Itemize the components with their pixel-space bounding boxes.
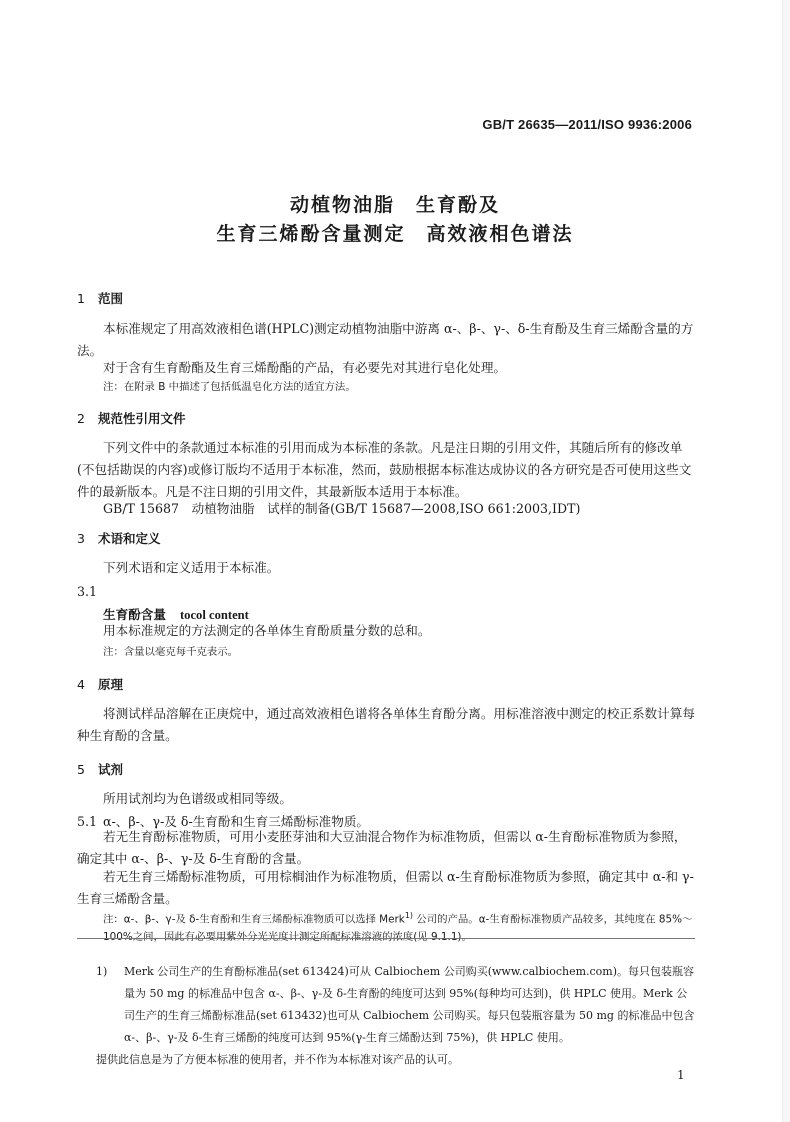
clause-number: 5.1 xyxy=(77,814,98,829)
footnote xyxy=(96,961,696,1071)
clause-3-1-number: 3.1 xyxy=(77,584,98,599)
section-5-note xyxy=(103,907,693,946)
section-5-paragraph-2: 若无生育酚标准物质，可用小麦胚芽油和大豆油混合物作为标准物质，但需以 α-生育酚标准物质为参照，确定其中 α-、β-、γ-及 δ-生育酚的含量。 xyxy=(77,829,687,866)
section-title: 范围 xyxy=(98,291,124,306)
section-5-paragraph-1: 所用试剂均为色谱级或相同等级。 xyxy=(103,791,292,806)
section-1-paragraph-1: 本标准规定了用高效液相色谱(HPLC)测定动植物油脂中游离 α-、β-、γ-、δ-生育酚及生育三烯酚含量的方法。 xyxy=(77,321,694,358)
section-3-note: 注：含量以毫克每千克表示。 xyxy=(103,646,239,658)
section-2-reference: GB/T 15687 动植物油脂 试样的制备(GB/T 15687—2008,ISO 661:2003,IDT) xyxy=(103,501,581,516)
section-1-heading xyxy=(77,289,123,307)
standard-code: GB/T 26635—2011/ISO 9936:2006 xyxy=(482,117,692,132)
section-title: 术语和定义 xyxy=(98,531,161,546)
section-1-paragraph-2: 对于含有生育酚酯及生育三烯酚酯的产品，有必要先对其进行皂化处理。 xyxy=(103,360,506,375)
section-number: 4 xyxy=(77,677,85,692)
note-text-a: 注：α-、β-、γ-及 δ-生育酚和生育三烯酚标准物质可以选择 Merk xyxy=(103,913,405,926)
section-number: 3 xyxy=(77,531,85,546)
scan-edge xyxy=(782,0,790,1122)
title-line-1: 动植物油脂 生育酚及 xyxy=(289,194,500,216)
section-title: 规范性引用文件 xyxy=(98,411,186,426)
footnote-mark: 1) xyxy=(96,965,108,978)
section-2-paragraph-1: 下列文件中的条款通过本标准的引用而成为本标准的条款。凡是注日期的引用文件，其随后所有的修改单(不包括勘误的内容)或修订版均不适用于本标准，然而，鼓励根据本标准达成协议的各方研究是否可使用这些文件的最新版本。凡是不注日期的引用文件，其最新版本适用于本标准。 xyxy=(77,440,692,499)
section-4-heading xyxy=(77,675,123,693)
section-title: 原理 xyxy=(98,677,124,692)
note-text-b: 公司的产品。α-生育酚标准物质产品较多，其纯度在 85%～ xyxy=(416,913,693,926)
term-chinese: 生育酚含量 xyxy=(103,607,166,622)
footnote-reference: 1) xyxy=(404,911,414,920)
section-number: 2 xyxy=(77,411,85,426)
footnote-divider xyxy=(77,938,695,939)
section-number: 1 xyxy=(77,291,85,306)
section-3-paragraph-1: 下列术语和定义适用于本标准。 xyxy=(103,560,280,575)
title-line-2: 生育三烯酚含量测定 高效液相色谱法 xyxy=(216,223,574,245)
term-english: tocol content xyxy=(179,608,249,622)
section-4-paragraph-1: 将测试样品溶解在正庚烷中，通过高效液相色谱将各单体生育酚分离。用标准溶液中测定的校正系数计算每种生育酚的含量。 xyxy=(77,706,695,743)
section-5-heading xyxy=(77,760,123,778)
footnote-text: Merk 公司生产的生育酚标准品(set 613424)可从 Calbiochem 公司购买(www.calbiochem.com)。每只包装瓶容量为 50 mg 的标准品中包含 α-、β-、γ-及 δ-生育酚的纯度可达到 95%(每种均可达到)，供 HPLC 使用。Merk 公司生产的生育三烯酚标准品(set 613432)也可从 Calbiochem 公司购买。每只包装瓶容量为 50 mg 的标准品中包含 α-、β-、γ-及 δ-生育三烯酚的纯度可达到 95%(γ-生育三烯酚达到 75%)，供 HPLC 使用。 xyxy=(124,965,695,1044)
section-5-paragraph-3: 若无生育三烯酚标准物质，可用棕榈油作为标准物质，但需以 α-生育酚标准物质为参照，确定其中 α-和 γ-生育三烯酚含量。 xyxy=(77,869,694,906)
section-3-heading xyxy=(77,529,161,547)
clause-text: α-、β-、γ-及 δ-生育酚和生育三烯酚标准物质。 xyxy=(103,814,370,829)
term-definition: 用本标准规定的方法测定的各单体生育酚质量分数的总和。 xyxy=(103,623,431,638)
page-number: 1 xyxy=(677,1068,685,1082)
section-2-heading xyxy=(77,409,186,427)
footnote-disclaimer: 提供此信息是为了方便本标准的使用者，并不作为本标准对该产品的认可。 xyxy=(96,1053,459,1066)
section-1-note: 注：在附录 B 中描述了包括低温皂化方法的适宜方法。 xyxy=(103,381,356,393)
section-title: 试剂 xyxy=(98,762,124,777)
section-number: 5 xyxy=(77,762,85,777)
